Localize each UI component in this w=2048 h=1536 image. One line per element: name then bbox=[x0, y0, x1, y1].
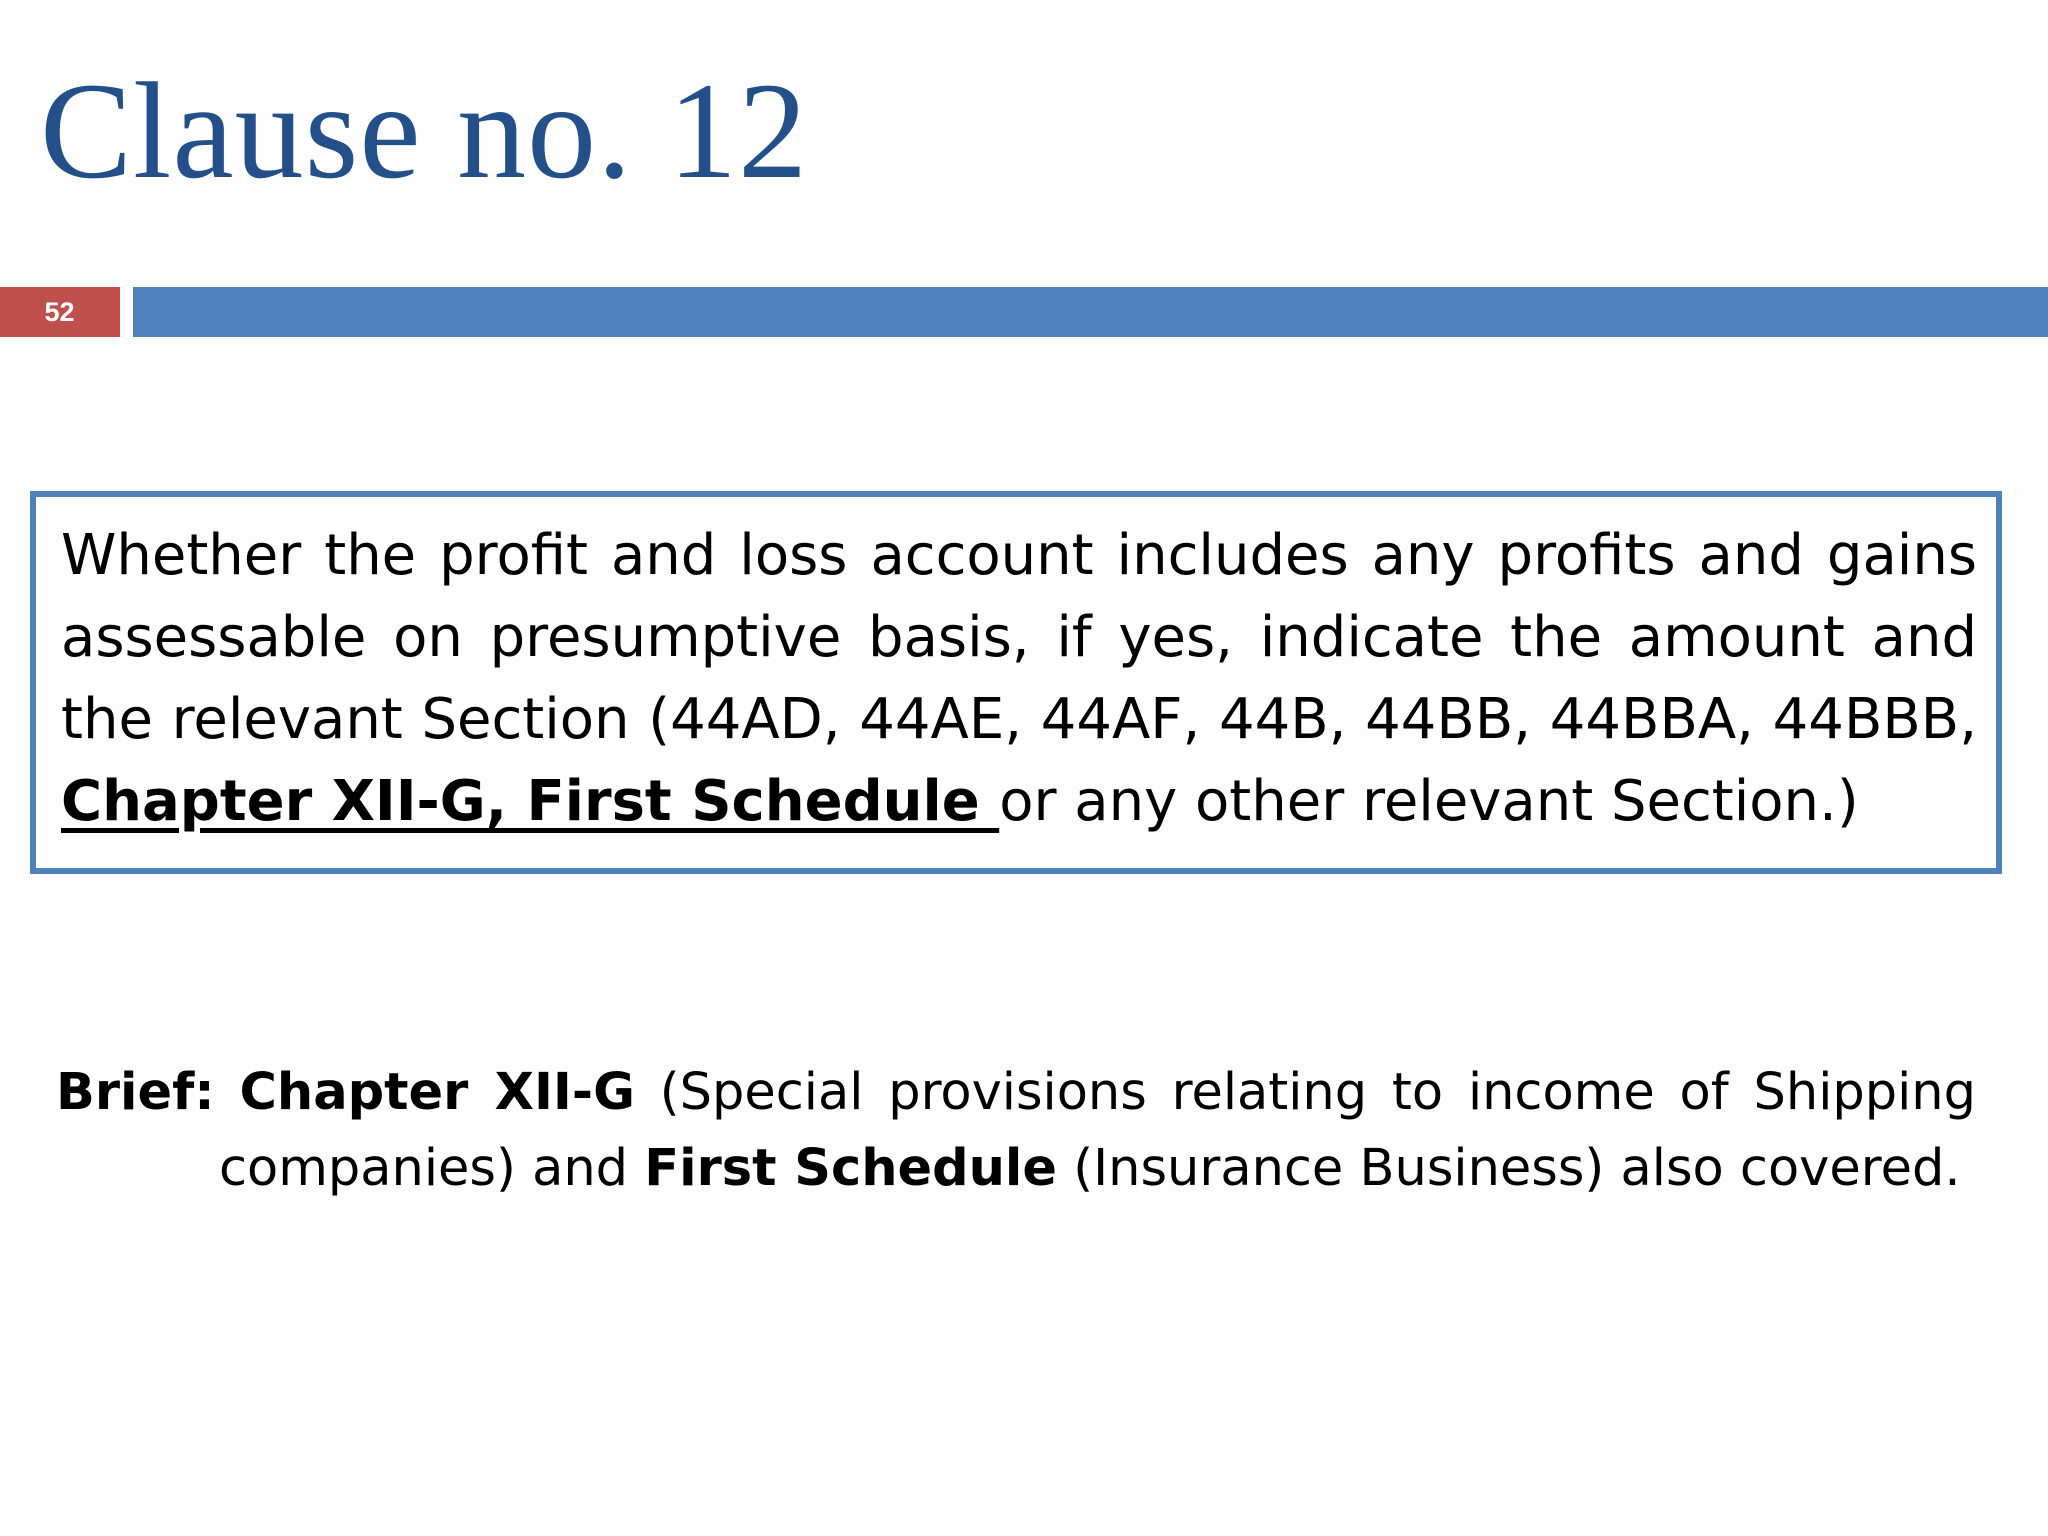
slide-title: Clause no. 12 bbox=[40, 54, 809, 207]
brief-term-chapter: Chapter XII-G bbox=[239, 1063, 635, 1122]
brief-paragraph bbox=[56, 1055, 1976, 1207]
brief-desc-1: (Special provisions relating to income of Shipping companies) and bbox=[219, 1063, 1976, 1198]
clause-question-box bbox=[30, 491, 2002, 874]
question-emphasis: Chapter XII-G, First Schedule bbox=[61, 769, 1000, 834]
brief-label: Brief: bbox=[56, 1063, 215, 1122]
header-accent-bar bbox=[133, 287, 2048, 337]
brief-first-line bbox=[56, 1063, 635, 1122]
brief-term-schedule: First Schedule bbox=[644, 1139, 1057, 1198]
question-text-part2: or any other relevant Section.) bbox=[999, 769, 1859, 834]
brief-desc-2: (Insurance Business) also covered. bbox=[1056, 1139, 1961, 1198]
question-text-part1: Whether the profit and loss account includes any profits and gains assessable on presumptive basis, if yes, indicate the amount and the relevant Section (44AD, 44AE, 44AF, 44B, 44BB, 44BBA, 44BBB, bbox=[61, 523, 1977, 752]
page-number-badge bbox=[0, 287, 120, 337]
page-number: 52 bbox=[44, 296, 75, 327]
